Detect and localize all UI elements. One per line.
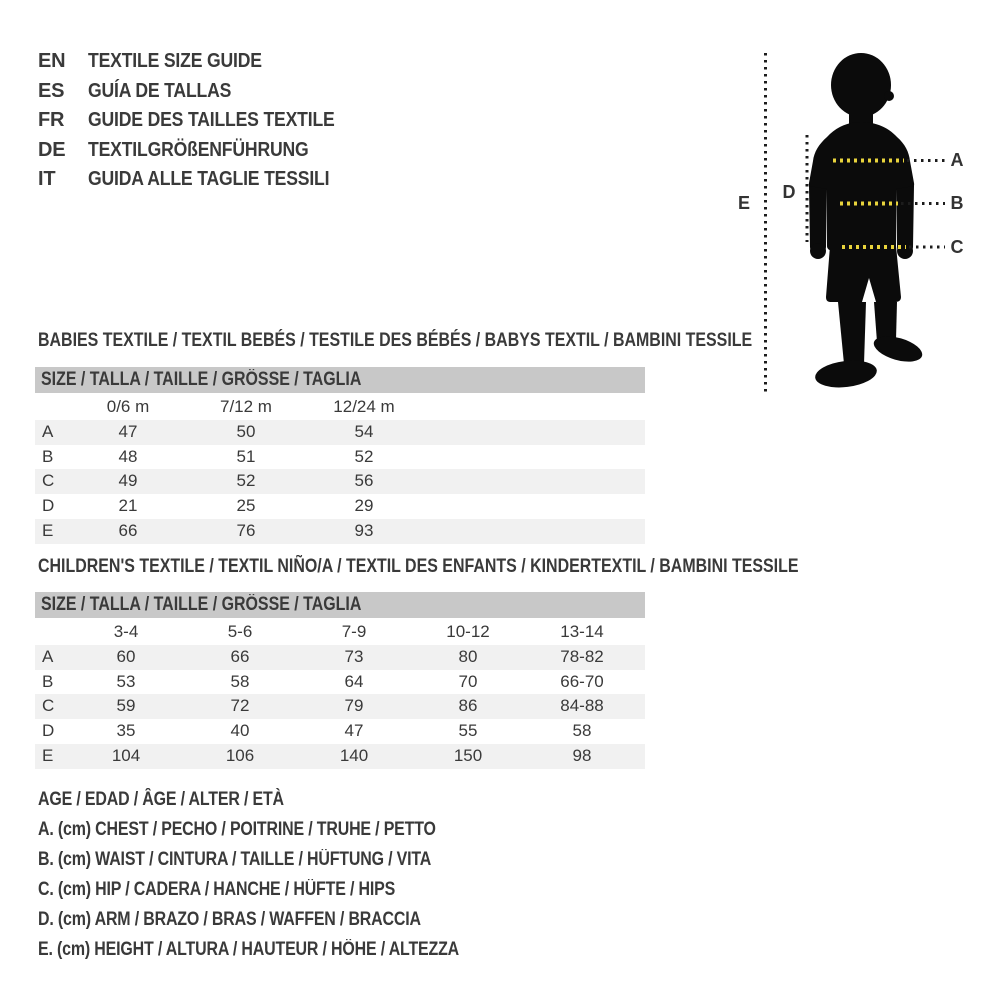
lang-title: GUIDE DES TAILLES TEXTILE [88,109,335,132]
lang-title: GUÍA DE TALLAS [88,79,232,102]
legend-arm [38,905,539,935]
table-row [35,420,645,445]
babies-size-table [35,367,645,544]
value-cell: 66 [118,520,138,540]
value-cell: 54 [354,421,374,441]
table-row [35,469,645,494]
value-cell: 104 [111,745,141,765]
column-header: 13-14 [560,622,604,641]
table-row [35,719,645,744]
value-cell: 70 [458,671,478,691]
value-cell: 84-88 [560,696,604,716]
column-header: 7/12 m [220,397,272,416]
column-header: 0/6 m [106,397,150,416]
lang-code: DE [38,138,66,161]
column-header: 3-4 [113,622,139,641]
lang-title: GUIDA ALLE TAGLIE TESSILI [88,168,330,191]
column-header: 7-9 [341,622,367,641]
value-cell: 93 [354,520,374,540]
lang-row-it [38,165,368,195]
lang-row-de [38,136,368,166]
row-label-cell: A [42,421,54,441]
figure-label-hip: C [950,237,964,257]
value-cell: 55 [458,721,478,741]
value-cell: 51 [236,446,256,466]
value-cell: 60 [116,646,136,666]
lang-title: TEXTILGRÖßENFÜHRUNG [88,138,309,161]
children-section-heading-text: CHILDREN'S TEXTILE / TEXTIL NIÑO/A / TEXTIL DES ENFANTS / KINDERTEXTIL / BAMBINI TESSILE [38,556,799,577]
babies-size-header-bar [35,367,645,393]
babies-section-heading [38,330,888,352]
value-cell: 52 [354,446,374,466]
value-cell: 59 [116,696,136,716]
legend-arm-text: D. (cm) ARM / BRAZO / BRAS / WAFFEN / BRACCIA [38,909,421,930]
value-cell: 56 [354,471,374,491]
value-cell: 49 [118,471,138,491]
language-title-list [38,47,368,195]
lang-row-es [38,77,368,107]
children-size-header-label: SIZE / TALLA / TAILLE / GRÖSSE / TAGLIA [41,594,362,615]
value-cell: 98 [572,745,592,765]
measurement-legend [38,785,539,965]
row-label-cell: E [42,745,54,765]
lang-code: ES [38,79,65,102]
table-row [35,645,645,670]
value-cell: 25 [236,496,256,516]
value-cell: 64 [344,671,364,691]
value-cell: 21 [118,496,138,516]
value-cell: 140 [339,745,369,765]
value-cell: 52 [236,471,256,491]
babies-section-heading-text: BABIES TEXTILE / TEXTIL BEBÉS / TESTILE DES BÉBÉS / BABYS TEXTIL / BAMBINI TESSILE [38,330,753,351]
table-row [35,694,645,719]
babies-size-header-label: SIZE / TALLA / TAILLE / GRÖSSE / TAGLIA [41,369,362,390]
row-label-cell: C [42,471,55,491]
lang-code: EN [38,50,66,73]
value-cell: 66 [230,646,250,666]
column-header: 5-6 [227,622,253,641]
value-cell: 47 [344,721,364,741]
legend-age-text: AGE / EDAD / ÂGE / ALTER / ETÀ [38,789,284,810]
value-cell: 50 [236,421,256,441]
legend-height-text: E. (cm) HEIGHT / ALTURA / HAUTEUR / HÖHE / ALTEZZA [38,939,460,960]
value-cell: 106 [225,745,255,765]
value-cell: 150 [453,745,483,765]
legend-chest [38,815,539,845]
value-cell: 66-70 [560,671,604,691]
column-header-row [35,395,645,420]
lang-title: TEXTILE SIZE GUIDE [88,50,262,73]
row-label-cell: D [42,496,55,516]
column-header: 12/24 m [333,397,395,416]
table-row [35,670,645,695]
value-cell: 29 [354,496,374,516]
table-row [35,445,645,470]
figure-label-chest: A [950,150,964,170]
legend-waist-text: B. (cm) WAIST / CINTURA / TAILLE / HÜFTUNG / VITA [38,849,432,870]
row-label-cell: B [42,446,54,466]
children-size-table [35,592,645,769]
legend-hip [38,875,539,905]
value-cell: 58 [230,671,250,691]
value-cell: 86 [458,696,478,716]
figure-label-waist: B [950,193,964,213]
legend-hip-text: C. (cm) HIP / CADERA / HANCHE / HÜFTE / HIPS [38,879,396,900]
row-label-cell: D [42,721,55,741]
row-label-cell: E [42,520,54,540]
legend-chest-text: A. (cm) CHEST / PECHO / POITRINE / TRUHE / PETTO [38,819,436,840]
legend-height [38,935,539,965]
value-cell: 47 [118,421,138,441]
column-header: 10-12 [446,622,490,641]
children-size-header-bar [35,592,645,618]
value-cell: 78-82 [560,646,604,666]
lang-code: FR [38,109,65,132]
table-row [35,744,645,769]
lang-code: IT [38,168,56,191]
lang-row-en [38,47,368,77]
figure-label-arm: D [782,182,796,202]
value-cell: 79 [344,696,364,716]
column-header-row [35,620,645,645]
value-cell: 40 [230,721,250,741]
figure-label-height: E [737,193,751,213]
value-cell: 72 [230,696,250,716]
row-label-cell: B [42,671,54,691]
table-row [35,519,645,544]
value-cell: 53 [116,671,136,691]
value-cell: 80 [458,646,478,666]
table-row [35,494,645,519]
value-cell: 73 [344,646,364,666]
value-cell: 48 [118,446,138,466]
children-section-heading [38,556,943,578]
legend-waist [38,845,539,875]
value-cell: 76 [236,520,256,540]
value-cell: 35 [116,721,136,741]
lang-row-fr [38,106,368,136]
row-label-cell: C [42,696,55,716]
value-cell: 58 [572,721,592,741]
row-label-cell: A [42,646,54,666]
legend-age [38,785,539,815]
